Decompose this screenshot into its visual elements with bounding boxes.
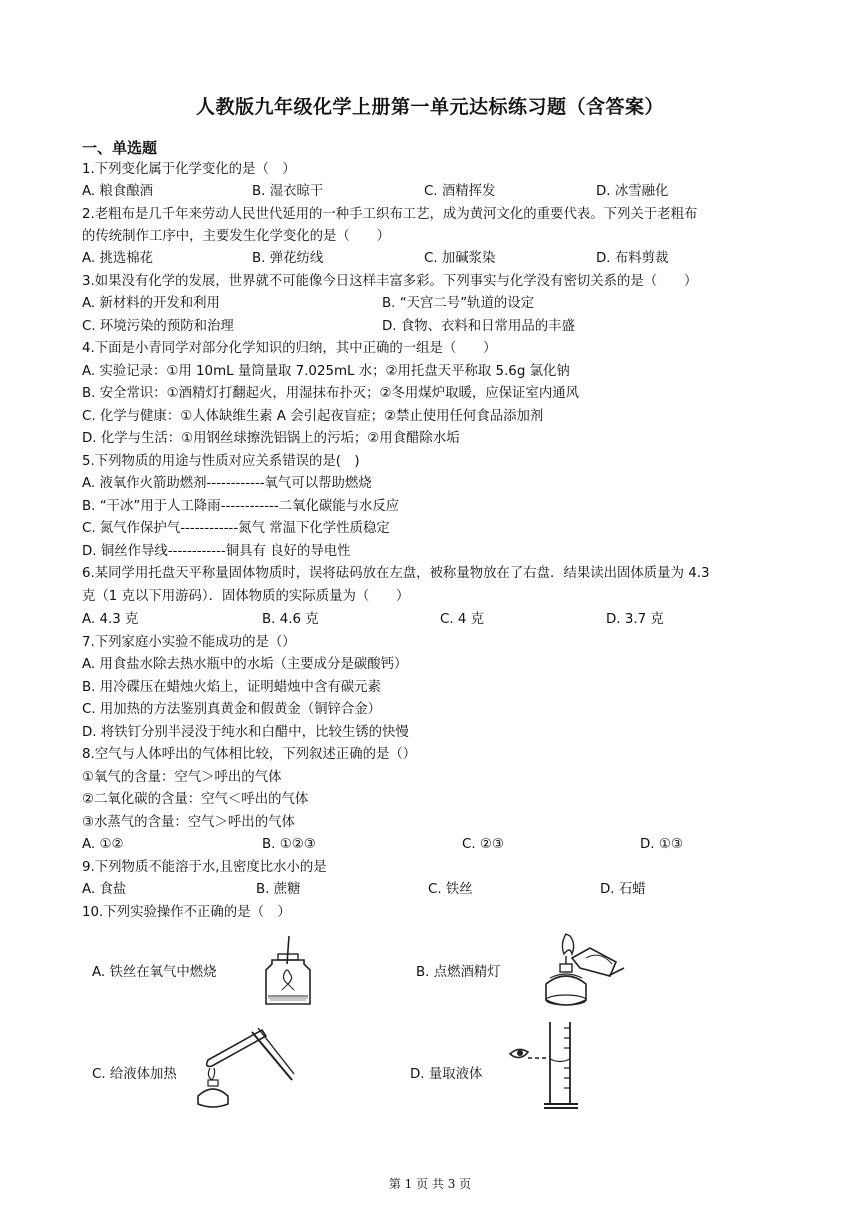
option-d: D. 石蜡	[600, 882, 646, 897]
statement: ③水蒸气的含量：空气＞呼出的气体	[82, 815, 295, 830]
option-d: D. 布料剪裁	[596, 251, 669, 266]
option-c: C. 给液体加热	[92, 1067, 177, 1082]
statement: ①氧气的含量：空气＞呼出的气体	[82, 770, 282, 785]
option-c: C. ②③	[462, 837, 504, 852]
option-d: D. 将铁钉分别半浸没于纯水和白醋中，比较生锈的快慢	[82, 725, 409, 740]
option-d: D. 3.7 克	[606, 612, 664, 627]
option-d: D. 量取液体	[410, 1067, 483, 1082]
option-c: C. 氮气作保护气------------氮气 常温下化学性质稳定	[82, 521, 390, 536]
option-b: B. 蔗糖	[256, 882, 301, 897]
option-b: B. ①②③	[262, 837, 316, 852]
option-a: A. 新材料的开发和利用	[82, 296, 220, 311]
option-c: C. 酒精挥发	[424, 184, 496, 199]
option-c: C. 铁丝	[428, 882, 473, 897]
option-a: A. 用食盐水除去热水瓶中的水垢（主要成分是碳酸钙）	[82, 657, 408, 672]
question-stem: 5.下列物质的用途与性质对应关系错误的是( )	[82, 454, 360, 469]
option-b: B. 用冷碟压在蜡烛火焰上，证明蜡烛中含有碳元素	[82, 680, 381, 695]
option-c: C. 4 克	[440, 612, 485, 627]
option-d: D. 铜丝作导线------------铜具有 良好的导电性	[82, 544, 351, 559]
option-a: A. 实验记录：①用 10mL 量筒量取 7.025mL 水；②用托盘天平称取 5.6g 氯化钠	[82, 364, 570, 379]
option-a: A. ①②	[82, 837, 124, 852]
option-c: C. 环境污染的预防和治理	[82, 319, 234, 334]
option-b: B. 弹花纺线	[252, 251, 324, 266]
option-c: C. 用加热的方法鉴别真黄金和假黄金（铜锌合金）	[82, 702, 382, 717]
option-b: B. 湿衣晾干	[252, 184, 324, 199]
iron-burning-jar-icon	[258, 934, 318, 1008]
option-a: A. 粮食酿酒	[82, 184, 153, 199]
question-stem: 2.老粗布是几千年来劳动人民世代延用的一种手工织布工艺，成为黄河文化的重要代表。下列关于老粗布	[82, 207, 698, 222]
option-a: A. 液氧作火箭助燃剂------------氧气可以帮助燃烧	[82, 476, 372, 491]
question-stem: 3.如果没有化学的发展，世界就不可能像今日这样丰富多彩。下列事实与化学没有密切关系的是（ ）	[82, 274, 698, 289]
option-b: B. 4.6 克	[262, 612, 319, 627]
option-d: D. 冰雪融化	[596, 184, 669, 199]
section-heading: 一、单选题	[82, 139, 158, 157]
heating-test-tube-icon	[196, 1022, 296, 1108]
question-stem: 的传统制作工序中，主要发生化学变化的是（ ）	[82, 229, 390, 244]
page-title: 人教版九年级化学上册第一单元达标练习题（含答案）	[195, 96, 664, 118]
question-stem: 6.某同学用托盘天平称量固体物质时，误将砝码放在左盘，被称量物放在了右盘．结果读出固体质量为 4.3	[82, 566, 710, 581]
option-c: C. 加碱浆染	[424, 251, 496, 266]
option-b: B. 安全常识：①酒精灯打翻起火，用湿抹布扑灭；②冬用煤炉取暖，应保证室内通风	[82, 386, 579, 401]
option-b: B. “干冰”用于人工降雨------------二氧化碳能与水反应	[82, 499, 400, 514]
option-a: A. 铁丝在氧气中燃烧	[92, 965, 217, 980]
alcohol-lamp-lighting-icon	[520, 928, 630, 1018]
question-stem: 10.下列实验操作不正确的是（ ）	[82, 905, 291, 920]
question-stem: 1.下列变化属于化学变化的是（ ）	[82, 162, 296, 177]
measuring-cylinder-icon	[508, 1018, 588, 1114]
question-stem: 克（1 克以下用游码）．固体物质的实际质量为（ ）	[82, 589, 410, 604]
option-a: A. 食盐	[82, 882, 127, 897]
option-b: B. 点燃酒精灯	[416, 965, 501, 980]
question-stem: 8.空气与人体呼出的气体相比较，下列叙述正确的是（）	[82, 747, 417, 762]
question-stem: 7.下列家庭小实验不能成功的是（）	[82, 635, 296, 650]
statement: ②二氧化碳的含量：空气＜呼出的气体	[82, 792, 309, 807]
option-c: C. 化学与健康：①人体缺维生素 A 会引起夜盲症；②禁止使用任何食品添加剂	[82, 409, 544, 424]
question-stem: 9.下列物质不能溶于水,且密度比水小的是	[82, 860, 327, 875]
option-a: A. 挑选棉花	[82, 251, 153, 266]
option-d: D. ①③	[640, 837, 683, 852]
page-number-footer: 第 1 页 共 3 页	[388, 1177, 472, 1191]
question-stem: 4.下面是小青同学对部分化学知识的归纳，其中正确的一组是（ ）	[82, 341, 497, 356]
option-d: D. 食物、衣料和日常用品的丰盛	[382, 319, 575, 334]
option-b: B. “天宫二号”轨道的设定	[382, 296, 535, 311]
option-a: A. 4.3 克	[82, 612, 139, 627]
option-d: D. 化学与生活：①用钢丝球擦洗铝锅上的污垢；②用食醋除水垢	[82, 431, 460, 446]
